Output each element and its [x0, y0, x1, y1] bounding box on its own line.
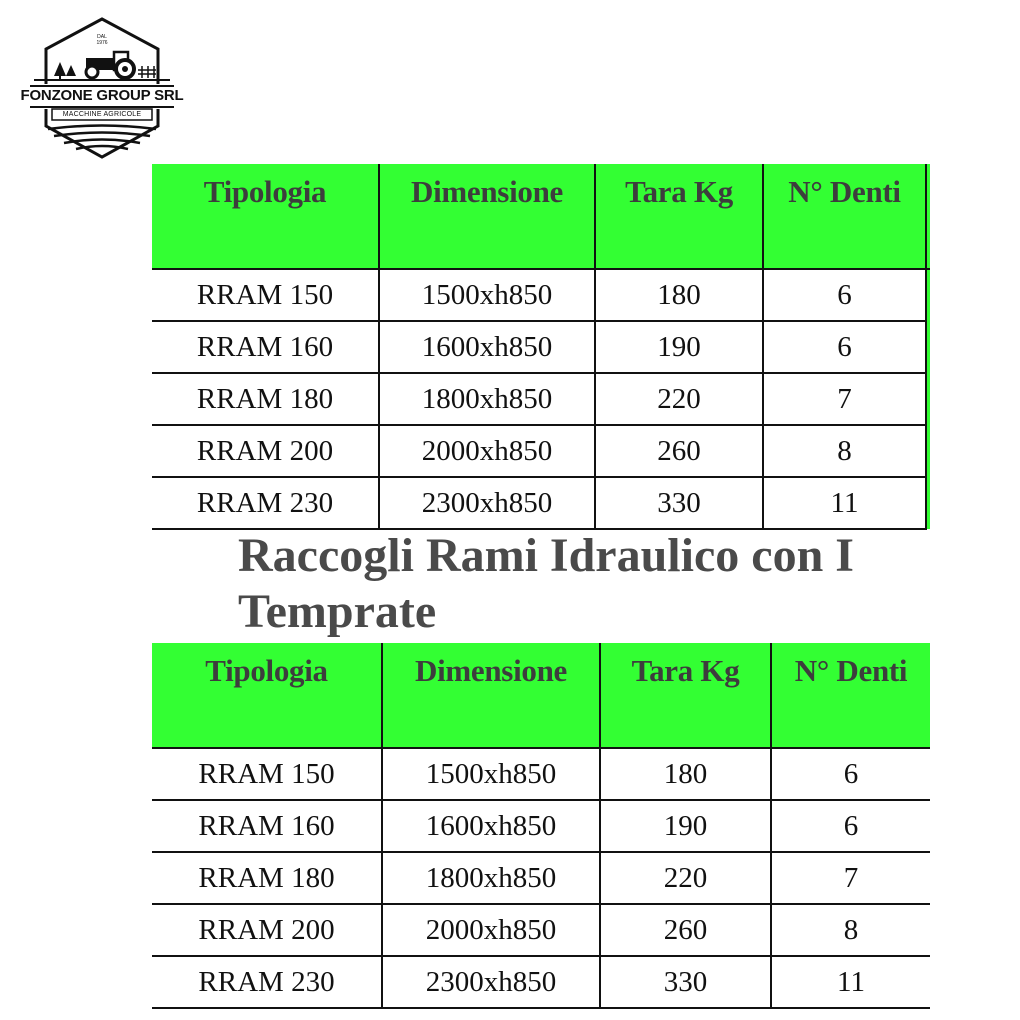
table-row	[152, 425, 930, 477]
table-row	[152, 477, 930, 529]
cell-denti: 11	[771, 956, 930, 1008]
table-row	[152, 956, 930, 1008]
header-denti: N° Denti	[763, 164, 926, 269]
section-title-line-2: Temprate	[238, 585, 437, 638]
cell-denti: 6	[763, 269, 926, 321]
table-header-row	[152, 164, 930, 269]
table-row	[152, 800, 930, 852]
cell-dimensione: 1500xh850	[382, 748, 600, 800]
cell-denti: 6	[763, 321, 926, 373]
cell-dimensione: 2300xh850	[382, 956, 600, 1008]
cell-edge	[926, 425, 930, 477]
cell-dimensione: 1800xh850	[379, 373, 595, 425]
cell-tipologia: RRAM 150	[152, 269, 379, 321]
cell-tara: 330	[595, 477, 763, 529]
cell-dimensione: 1600xh850	[382, 800, 600, 852]
specs-table-2	[152, 643, 930, 1009]
logo-established-top: DAL	[97, 34, 107, 40]
cell-denti: 6	[771, 748, 930, 800]
header-dimensione: Dimensione	[382, 643, 600, 748]
cell-tipologia: RRAM 230	[152, 956, 382, 1008]
table-header-row	[152, 643, 930, 748]
cell-denti: 6	[771, 800, 930, 852]
cell-edge	[926, 269, 930, 321]
cell-dimensione: 2000xh850	[382, 904, 600, 956]
header-edge	[926, 164, 930, 269]
logo-tagline: MACCHINE AGRICOLE	[62, 111, 142, 118]
header-tara: Tara Kg	[600, 643, 771, 748]
cell-dimensione: 2300xh850	[379, 477, 595, 529]
cell-dimensione: 1800xh850	[382, 852, 600, 904]
cell-dimensione: 1600xh850	[379, 321, 595, 373]
cell-tara: 260	[600, 904, 771, 956]
table-row	[152, 748, 930, 800]
cell-dimensione: 1500xh850	[379, 269, 595, 321]
cell-edge	[926, 321, 930, 373]
cell-tipologia: RRAM 180	[152, 373, 379, 425]
table-row	[152, 321, 930, 373]
cell-tara: 220	[600, 852, 771, 904]
cell-tara: 220	[595, 373, 763, 425]
header-tara: Tara Kg	[595, 164, 763, 269]
section-title	[238, 528, 930, 640]
cell-tara: 180	[595, 269, 763, 321]
header-tipologia: Tipologia	[152, 643, 382, 748]
cell-denti: 7	[763, 373, 926, 425]
cell-edge	[926, 477, 930, 529]
cell-tipologia: RRAM 150	[152, 748, 382, 800]
cell-denti: 7	[771, 852, 930, 904]
header-denti: N° Denti	[771, 643, 930, 748]
cell-denti: 8	[763, 425, 926, 477]
cell-tipologia: RRAM 200	[152, 904, 382, 956]
cell-tipologia: RRAM 180	[152, 852, 382, 904]
cell-tara: 330	[600, 956, 771, 1008]
specs-table-1	[152, 164, 930, 530]
cell-tara: 180	[600, 748, 771, 800]
table-row	[152, 373, 930, 425]
section-title-line-1: Raccogli Rami Idraulico con I	[238, 529, 854, 582]
logo-company-name: FONZONE GROUP SRL	[20, 87, 184, 104]
cell-tipologia: RRAM 200	[152, 425, 379, 477]
table-row	[152, 269, 930, 321]
cell-denti: 11	[763, 477, 926, 529]
cell-tara: 190	[595, 321, 763, 373]
cell-tara: 190	[600, 800, 771, 852]
cell-tipologia: RRAM 160	[152, 321, 379, 373]
cell-denti: 8	[771, 904, 930, 956]
logo-established	[82, 34, 122, 46]
header-dimensione: Dimensione	[379, 164, 595, 269]
table-row	[152, 904, 930, 956]
header-tipologia: Tipologia	[152, 164, 379, 269]
cell-edge	[926, 373, 930, 425]
cell-tipologia: RRAM 160	[152, 800, 382, 852]
cell-tipologia: RRAM 230	[152, 477, 379, 529]
cell-tara: 260	[595, 425, 763, 477]
company-logo	[14, 14, 190, 164]
table-row	[152, 852, 930, 904]
logo-established-year: 1976	[96, 40, 108, 46]
cell-dimensione: 2000xh850	[379, 425, 595, 477]
